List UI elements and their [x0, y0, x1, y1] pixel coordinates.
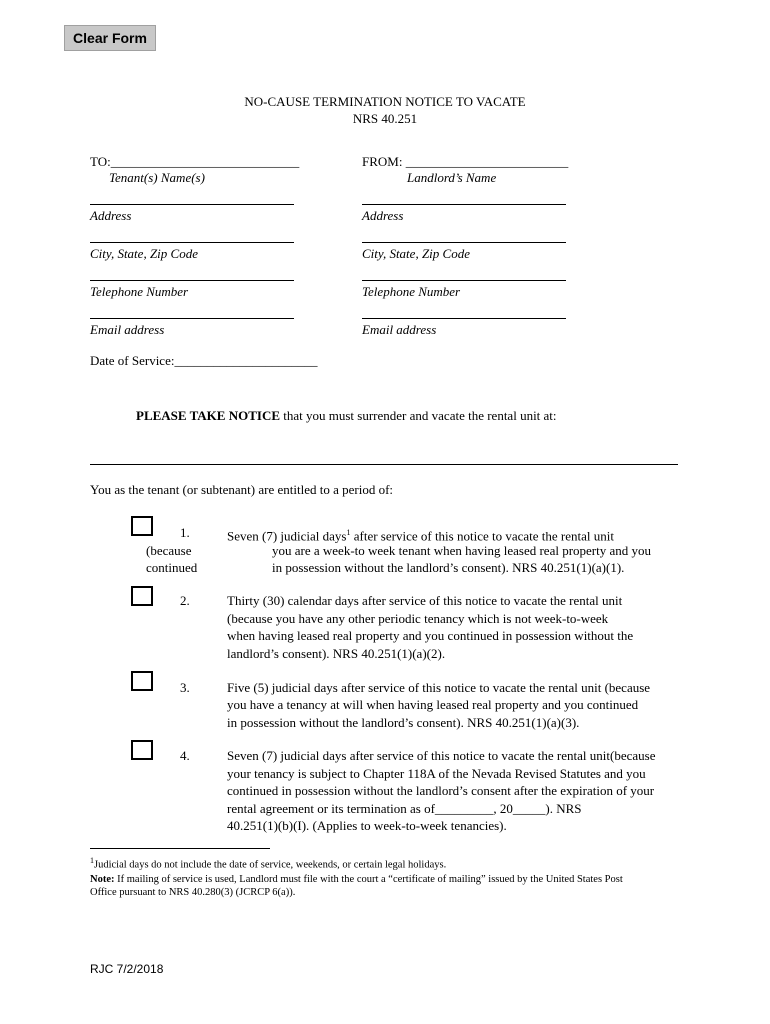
landlord-name-caption: Landlord’s Name [407, 170, 497, 185]
from-label: FROM: [362, 154, 403, 169]
notice-sentence [136, 408, 557, 424]
landlord-email-line[interactable] [362, 318, 566, 319]
rental-unit-address-line[interactable] [90, 464, 678, 465]
from-line[interactable]: _________________________ [405, 154, 569, 169]
mailing-note-line-1: Note: If mailing of service is used, Landlord must file with the court a “certificate of mailing” issued by the United States Post [90, 874, 623, 885]
option-1-aside-1: (because [146, 543, 192, 558]
notice-bold: PLEASE TAKE NOTICE [136, 408, 281, 423]
landlord-address-line[interactable] [362, 204, 566, 205]
footnote-ref: 1 [346, 528, 351, 537]
option-2-line-1: Thirty (30) calendar days after service of this notice to vacate the rental unit [227, 593, 623, 608]
option-1-number: 1. [180, 525, 190, 540]
footnote-divider [90, 848, 270, 849]
tenant-phone-label: Telephone Number [90, 284, 189, 299]
tenant-name-caption: Tenant(s) Name(s) [109, 170, 205, 185]
form-subtitle: NRS 40.251 [352, 111, 418, 126]
entitled-text: You as the tenant (or subtenant) are entitled to a period of: [90, 482, 394, 497]
to-label: TO: [90, 154, 111, 169]
option-1-aside-2: continued [146, 560, 198, 575]
option-2-line-3: when having leased real property and you continued in possession without the [227, 628, 634, 643]
footnote: $^1$Judicial days do not include the date of service, weekends, or certain legal holidays. [90, 856, 447, 871]
tenant-city-line[interactable] [90, 242, 294, 243]
option-1-line-2: you are a week-to week tenant when having leased real property and you [272, 543, 652, 558]
option-1-checkbox[interactable] [131, 516, 153, 536]
option-4-line-3: continued in possession without the landlord’s consent after the expiration of your [227, 783, 655, 798]
landlord-email-label: Email address [362, 322, 437, 337]
mailing-note-line-2: Office pursuant to NRS 40.280(3) (JCRCP 6(a)). [90, 887, 296, 898]
option-4-line-5: 40.251(1)(b)(I). (Applies to week-to-week tenancies). [227, 818, 507, 833]
option-3-checkbox[interactable] [131, 671, 153, 691]
tenant-city-label: City, State, Zip Code [90, 246, 198, 261]
option-4-checkbox[interactable] [131, 740, 153, 760]
landlord-phone-line[interactable] [362, 280, 566, 281]
option-4-line-4: rental agreement or its termination as of_________, 20_____). NRS [227, 801, 582, 816]
landlord-phone-label: Telephone Number [362, 284, 461, 299]
to-field[interactable] [90, 154, 299, 170]
tenant-address-line[interactable] [90, 204, 294, 205]
option-2-line-2: (because you have any other periodic tenancy which is not week-to-week [227, 611, 609, 626]
option-3-number: 3. [180, 680, 190, 695]
form-title: NO-CAUSE TERMINATION NOTICE TO VACATE [244, 94, 526, 109]
option-4-number: 4. [180, 748, 190, 763]
tenant-phone-line[interactable] [90, 280, 294, 281]
option-1-line-1a: Seven (7) judicial days$^1$ after service of this notice to vacate the rental unit [227, 528, 614, 544]
landlord-city-label: City, State, Zip Code [362, 246, 470, 261]
date-of-service-field[interactable]: Date of Service:______________________ [90, 353, 318, 368]
option-4-line-1: Seven (7) judicial days after service of this notice to vacate the rental unit(because [227, 748, 656, 763]
tenant-email-label: Email address [90, 322, 165, 337]
from-field[interactable] [362, 154, 568, 170]
option-2-checkbox[interactable] [131, 586, 153, 606]
tenant-address-label: Address [90, 208, 132, 223]
form-revision-footer: RJC 7/2/2018 [90, 962, 164, 976]
landlord-address-label: Address [362, 208, 404, 223]
option-3-line-2: you have a tenancy at will when having leased real property and you continued [227, 697, 639, 712]
option-2-line-4: landlord’s consent). NRS 40.251(1)(a)(2). [227, 646, 446, 661]
clear-form-button[interactable]: Clear Form [64, 25, 156, 51]
tenant-email-line[interactable] [90, 318, 294, 319]
option-4-line-2: your tenancy is subject to Chapter 118A of the Nevada Revised Statutes and you [227, 766, 646, 781]
option-3-line-1: Five (5) judicial days after service of this notice to vacate the rental unit (because [227, 680, 651, 695]
to-line[interactable]: _____________________________ [110, 154, 300, 169]
option-2-number: 2. [180, 593, 190, 608]
option-3-line-3: in possession without the landlord’s consent). NRS 40.251(1)(a)(3). [227, 715, 580, 730]
notice-rest: that you must surrender and vacate the rental unit at: [280, 408, 557, 423]
option-1-line-3: in possession without the landlord’s consent). NRS 40.251(1)(a)(1). [272, 560, 625, 575]
landlord-city-line[interactable] [362, 242, 566, 243]
